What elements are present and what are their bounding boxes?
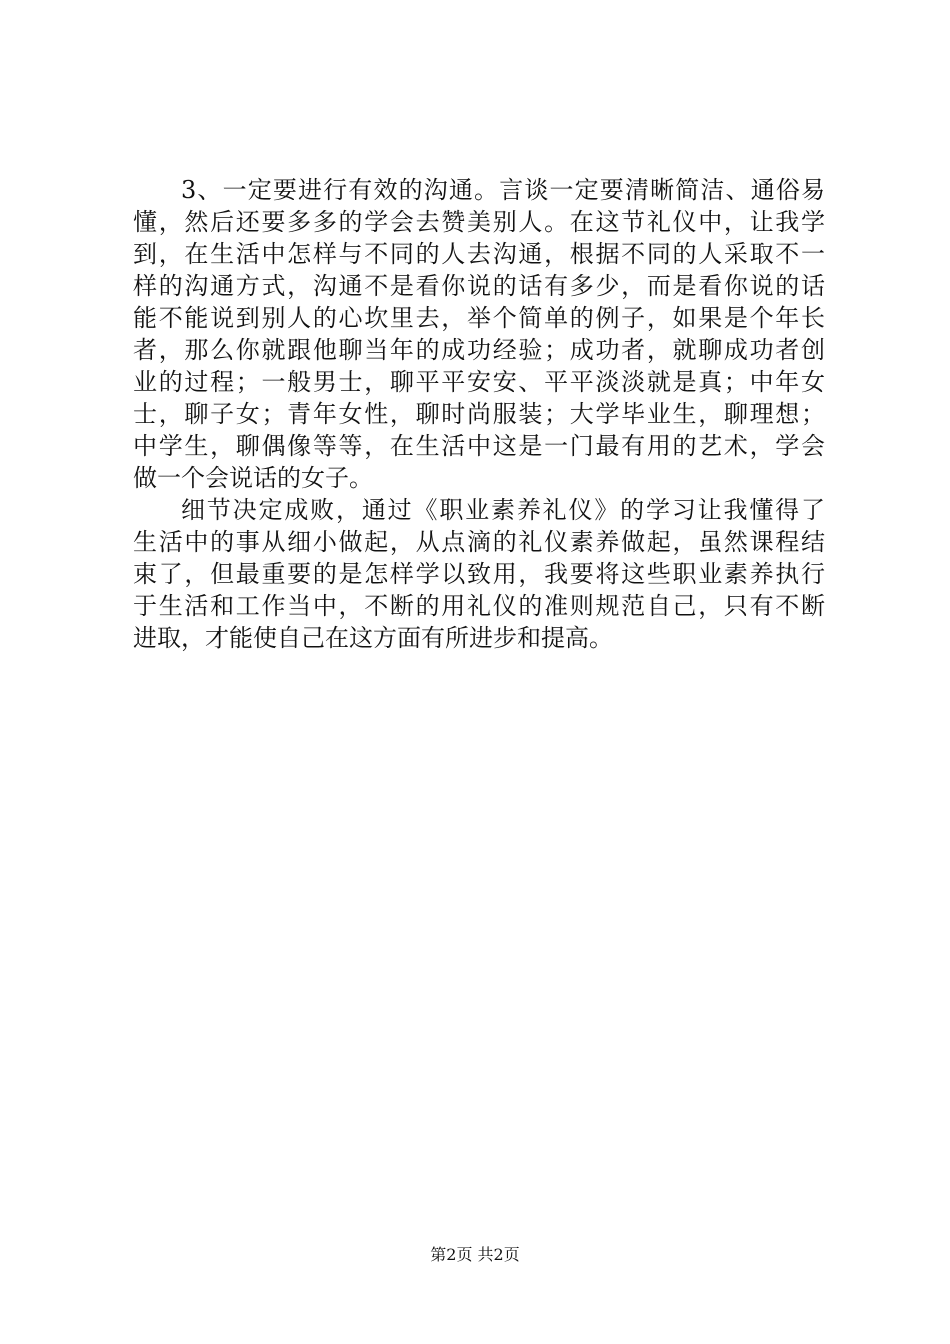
text-line: 到，在生活中怎样与不同的人去沟通，根据不同的人采取不一 — [133, 240, 825, 268]
paragraph-1 — [133, 174, 825, 494]
text-line: 能不能说到别人的心坎里去，举个简单的例子，如果是个年长 — [133, 304, 825, 332]
page-number-footer: 第2页 共2页 — [430, 1245, 520, 1264]
document-body — [133, 174, 825, 654]
text-line: 业的过程；一般男士，聊平平安安、平平淡淡就是真；中年女 — [133, 368, 825, 396]
text-line: 细节决定成败，通过《职业素养礼仪》的学习让我懂得了 — [181, 496, 825, 524]
text-line: 士，聊子女；青年女性，聊时尚服装；大学毕业生，聊理想； — [133, 400, 825, 428]
text-line: 生活中的事从细小做起，从点滴的礼仪素养做起，虽然课程结 — [133, 528, 825, 556]
text-line: 懂，然后还要多多的学会去赞美别人。在这节礼仪中，让我学 — [133, 208, 825, 236]
paragraph-2 — [133, 494, 825, 654]
text-line: 进取，才能使自己在这方面有所进步和提高。 — [133, 624, 613, 652]
text-line: 束了，但最重要的是怎样学以致用，我要将这些职业素养执行 — [133, 560, 825, 588]
text-line: 3、一定要进行有效的沟通。言谈一定要清晰简洁、通俗易 — [181, 176, 825, 204]
text-line: 于生活和工作当中，不断的用礼仪的准则规范自己，只有不断 — [133, 592, 825, 620]
text-line: 做一个会说话的女子。 — [133, 464, 373, 492]
text-line: 者，那么你就跟他聊当年的成功经验；成功者，就聊成功者创 — [133, 336, 825, 364]
text-line: 样的沟通方式，沟通不是看你说的话有多少，而是看你说的话 — [133, 272, 825, 300]
text-line: 中学生，聊偶像等等，在生活中这是一门最有用的艺术，学会 — [133, 432, 825, 460]
